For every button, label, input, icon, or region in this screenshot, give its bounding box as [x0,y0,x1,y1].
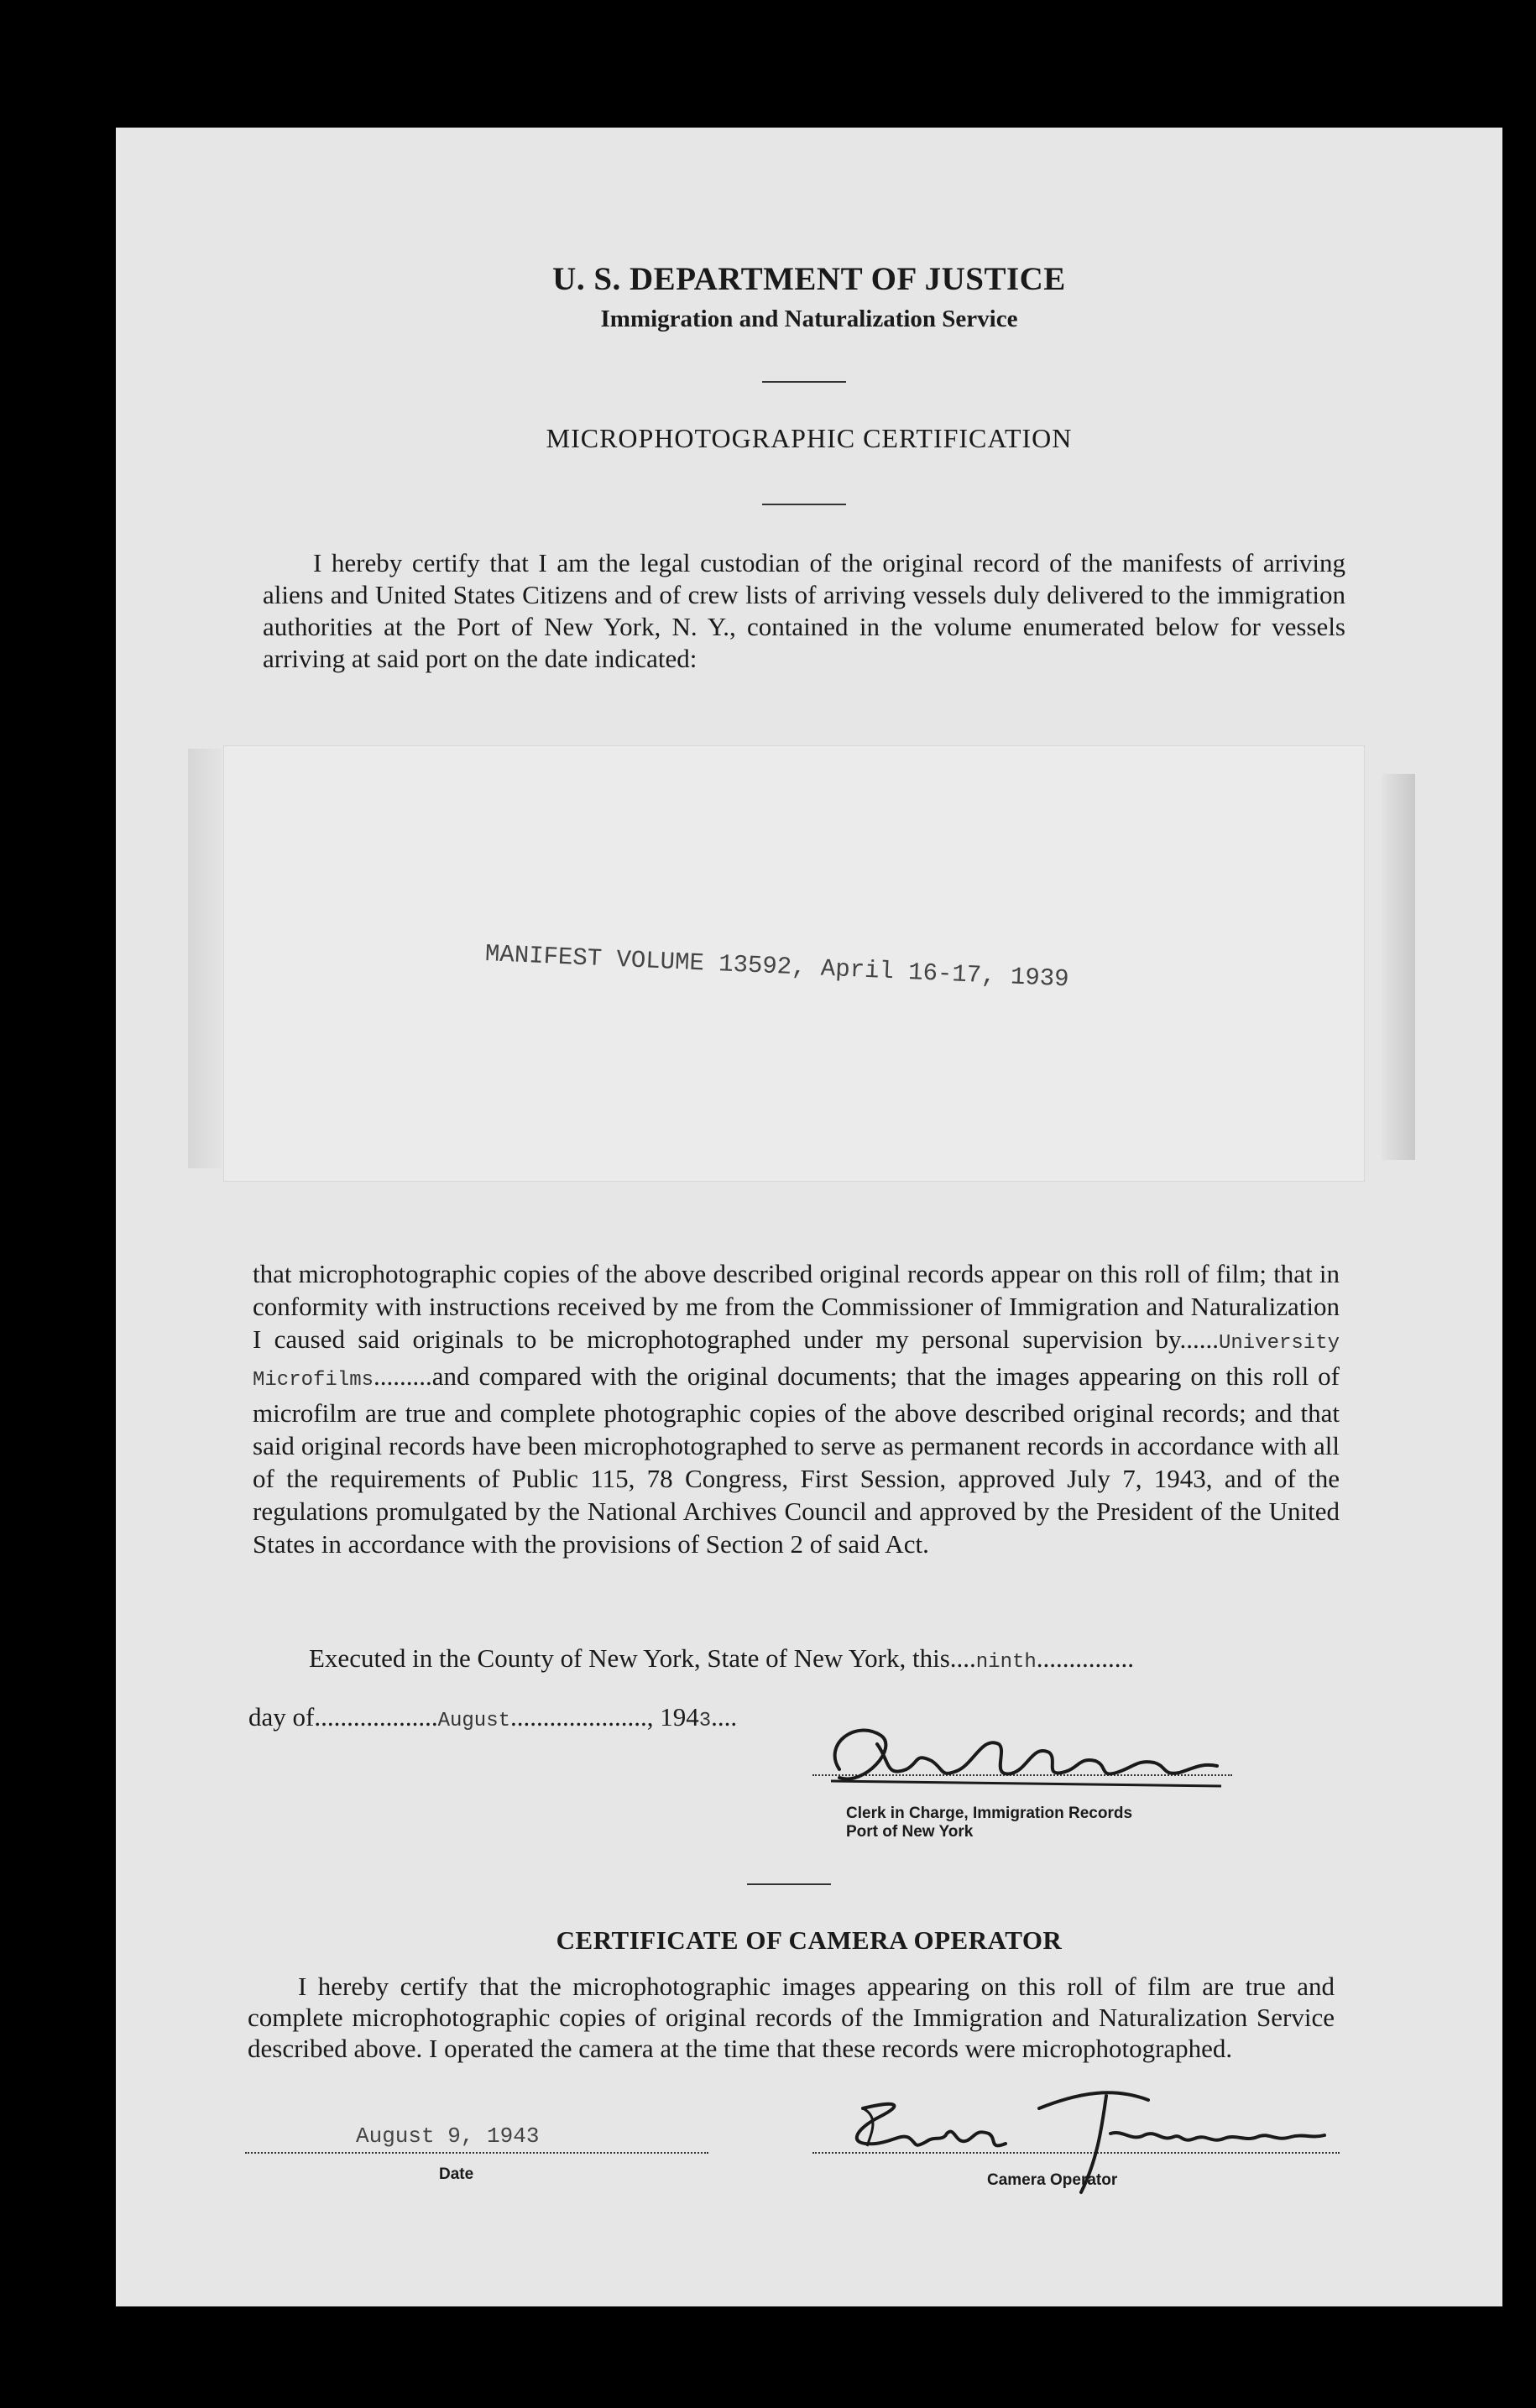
date-label: Date [439,2165,474,2183]
executed-day: ninth [975,1651,1037,1674]
day-of-mid: ....................., 194 [510,1702,699,1732]
manifest-volume: MANIFEST VOLUME 13592, April 16-17, 1939 [484,940,1070,994]
day-of-prefix: day of................... [248,1702,438,1732]
clerk-signature [806,1711,1225,1803]
executed-month: August [437,1710,511,1732]
department-heading: U. S. DEPARTMENT OF JUSTICE [552,261,1066,297]
insert-edge [1382,774,1415,1160]
day-of-suffix: .... [711,1702,738,1732]
certification-body-start: that microphotographic copies of the above described original records appear on this roll of film; that in conformity with instructions received by me from the Commissioner of Immigration and Naturalization I caused said originals to be microphotographed under my personal supervision by...... [253,1259,1340,1354]
day-of-line [248,1702,737,1732]
divider-rule [762,381,846,383]
service-subheading: Immigration and Naturalization Service [600,306,1018,332]
insert-edge [188,749,222,1168]
executed-year-digit: 3 [698,1710,712,1732]
executed-prefix: Executed in the County of New York, State of New York, this.... [309,1643,976,1673]
date-value: August 9, 1943 [356,2123,540,2149]
camera-operator-label: Camera Operator [987,2171,1118,2189]
divider-rule [762,504,846,505]
certification-body [253,1257,1340,1560]
clerk-title: Clerk in Charge, Immigration Records [846,1805,1133,1822]
camera-operator-title: CERTIFICATE OF CAMERA OPERATOR [556,1925,1063,1955]
supervisor-name: University Microfilms [253,1332,1340,1392]
clerk-caption [846,1805,1132,1841]
custodian-statement: I hereby certify that I am the legal custodian of the original record of the manifests of arriving aliens and United States Citizens and of crew lists of arriving vessels duly delivered to the immigration authorities at the Port of New York, N. Y., contained in the volume enumerated below for vessels arriving at said port on the date indicated: [263,548,1345,673]
divider-rule [747,1883,831,1885]
certificate-page [116,128,1502,2306]
certification-body-end: .........and compared with the original documents; that the images appearing on this roll of microfilm are true and complete photographic copies of the above described original records; and that said original records have been microphotographed to serve as permanent records in accordance with all of the requirements of Public 115, 78 Congress, First Session, approved July 7, 1943, and of the regulations promulgated by the National Archives Council and approved by the President of the United States in accordance with the provisions of Section 2 of said Act. [253,1361,1340,1559]
executed-suffix: ............... [1036,1643,1135,1673]
camera-operator-statement: I hereby certify that the microphotographic images appearing on this roll of film are true and complete microphotographic copies of original records of the Immigration and Naturalization Service described above. I operated the camera at the time that these records were microphotographed. [248,1972,1335,2063]
certification-title: MICROPHOTOGRAPHIC CERTIFICATION [546,423,1073,453]
clerk-port: Port of New York [846,1823,974,1841]
executed-line [309,1643,1134,1674]
